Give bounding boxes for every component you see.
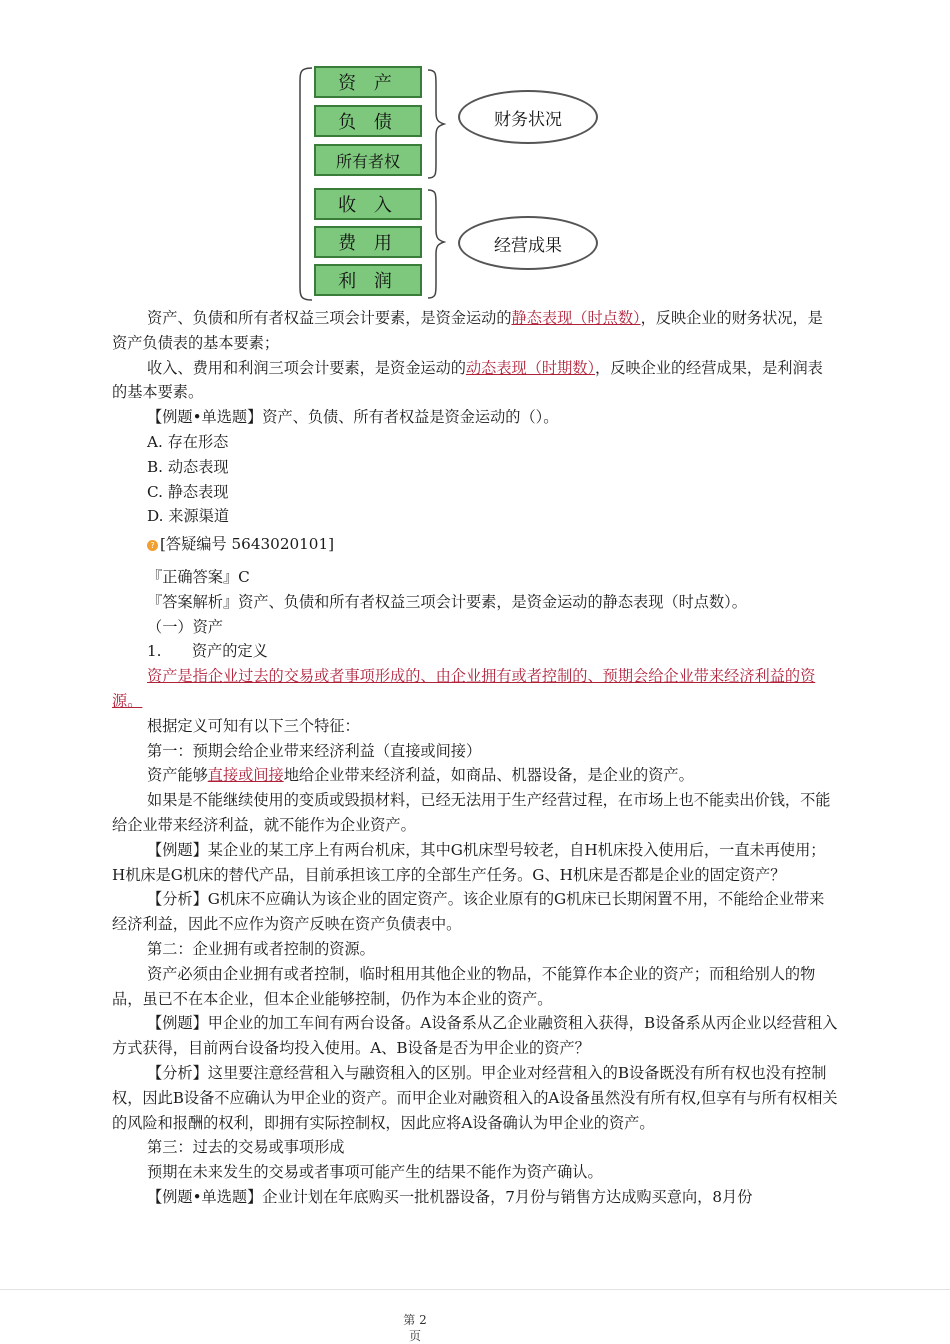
accounting-elements-diagram: [290, 62, 602, 304]
text-run: ，反映企业的经营成果，是利润表的基本要素。: [112, 358, 823, 402]
text-run: ，反映企业的财务状况，是资产负债表的基本要素；: [112, 309, 823, 352]
correct-answer: 『正确答案』C: [147, 567, 250, 586]
section-heading-assets: （一）资产: [147, 617, 223, 636]
example-question-3: 【例题•单选题】企业计划在年底购买一批机器设备，7月份与销售方达成购买意向，8月份: [147, 1187, 753, 1206]
example-question-1: 【例题•单选题】资产、负债、所有者权益是资金运动的（）。: [147, 408, 559, 427]
page-number: [400, 1312, 430, 1344]
question-id-line: [112, 532, 838, 557]
text-run: 地给企业带来经济利益，如商品、机器设备，是企业的资产。: [283, 766, 694, 785]
answer-explanation: 『答案解析』资产、负债和所有者权益三项会计要素，是资金运动的静态表现（时点数）。: [147, 592, 747, 611]
document-body: [112, 306, 838, 1210]
box-assets: 资 产: [314, 66, 422, 98]
question-id: [答疑编号 5643020101]: [160, 535, 335, 554]
analysis-machine-tools: 【分析】G机床不应确认为该企业的固定资产。该企业原有的G机床已长期闲置不用，不能给企业带来经济利益，因此不应作为资产反映在资产负债表中。: [112, 890, 825, 934]
option-a: A. 存在形态: [147, 432, 229, 451]
box-expenses: 费 用: [314, 226, 422, 258]
example-equipment: 【例题】甲企业的加工车间有两台设备。A设备系从乙企业融资租入获得，B设备系从丙企业以经营租入方式获得，目前两台设备均投入使用。A、B设备是否为甲企业的资产？: [112, 1014, 838, 1058]
box-revenue: 收 入: [314, 188, 422, 220]
paragraph-static: [112, 306, 838, 356]
paragraph-owned-controlled: 资产必须由企业拥有或者控制，临时租用其他企业的物品，不能算作本企业的资产；而租给别人的物品，虽已不在本企业，但本企业能够控制，仍作为本企业的资产。: [112, 964, 816, 1008]
feature-3: 第三：过去的交易或事项形成: [147, 1138, 345, 1157]
box-liabilities: 负 债: [314, 105, 422, 137]
example-machine-tools: 【例题】某企业的某工序上有两台机床，其中G机床型号较老，自H机床投入使用后，一直未再使用；H机床是G机床的替代产品，目前承担该工序的全部生产任务。G、H机床是否都是企业的固定资产？: [112, 840, 826, 884]
paragraph-features-intro: 根据定义可知有以下三个特征：: [147, 716, 360, 735]
text-run: 资产、负债和所有者权益三项会计要素，是资金运动的: [147, 309, 512, 327]
option-b: B. 动态表现: [147, 457, 229, 476]
feature-1: 第一：预期会给企业带来经济利益（直接或间接）: [147, 741, 482, 760]
subsection-heading-definition: 1. 资产的定义: [147, 642, 268, 661]
highlight-definition: 资产是指企业过去的交易或者事项形成的、由企业拥有或者控制的、预期会给企业带来经济利益的资源。: [112, 667, 816, 710]
analysis-equipment: 【分析】这里要注意经营租入与融资租入的区别。甲企业对经营租入的B设备既没有所有权也没有控制权，因此B设备不应确认为甲企业的资产。而甲企业对融资租入的A设备虽然没有所有权,但享有与所有权相关的风险和报酬的权利，即拥有实际控制权，因此应将A设备确认为甲企业的资产。: [112, 1063, 838, 1132]
box-profit: 利 润: [314, 264, 422, 296]
option-c: C. 静态表现: [147, 482, 229, 501]
highlight-dynamic-expression: 动态表现（时期数）: [465, 358, 596, 377]
text-run: 收入、费用和利润三项会计要素，是资金运动的: [147, 358, 466, 377]
text-run: 资产能够: [147, 766, 208, 785]
asset-definition: [112, 664, 838, 714]
paragraph-damaged-materials: 如果是不能继续使用的变质或毁损材料，已经无法用于生产经营过程，在市场上也不能卖出价钱，不能给企业带来经济利益，就不能作为企业资产。: [112, 791, 831, 834]
page-number-line-1: 第 2: [403, 1313, 427, 1327]
option-d: D. 来源渠道: [147, 507, 230, 526]
paragraph-direct-indirect: [112, 763, 838, 788]
paragraph-future-transactions: 预期在未来发生的交易或者事项可能产生的结果不能作为资产确认。: [147, 1163, 603, 1182]
box-equity: 所有者权: [314, 144, 422, 176]
paragraph-dynamic: [112, 356, 838, 406]
highlight-static-expression: 静态表现（时点数）: [511, 309, 641, 327]
highlight-direct-indirect: 直接或间接: [207, 766, 284, 785]
feature-2: 第二：企业拥有或者控制的资源。: [147, 939, 375, 958]
footer-divider: [0, 1289, 950, 1290]
oval-financial-position: 财务状况: [458, 90, 598, 144]
page-number-line-2: 页: [408, 1329, 421, 1343]
oval-operating-results: 经营成果: [458, 216, 598, 270]
question-icon[interactable]: ?: [147, 540, 158, 551]
